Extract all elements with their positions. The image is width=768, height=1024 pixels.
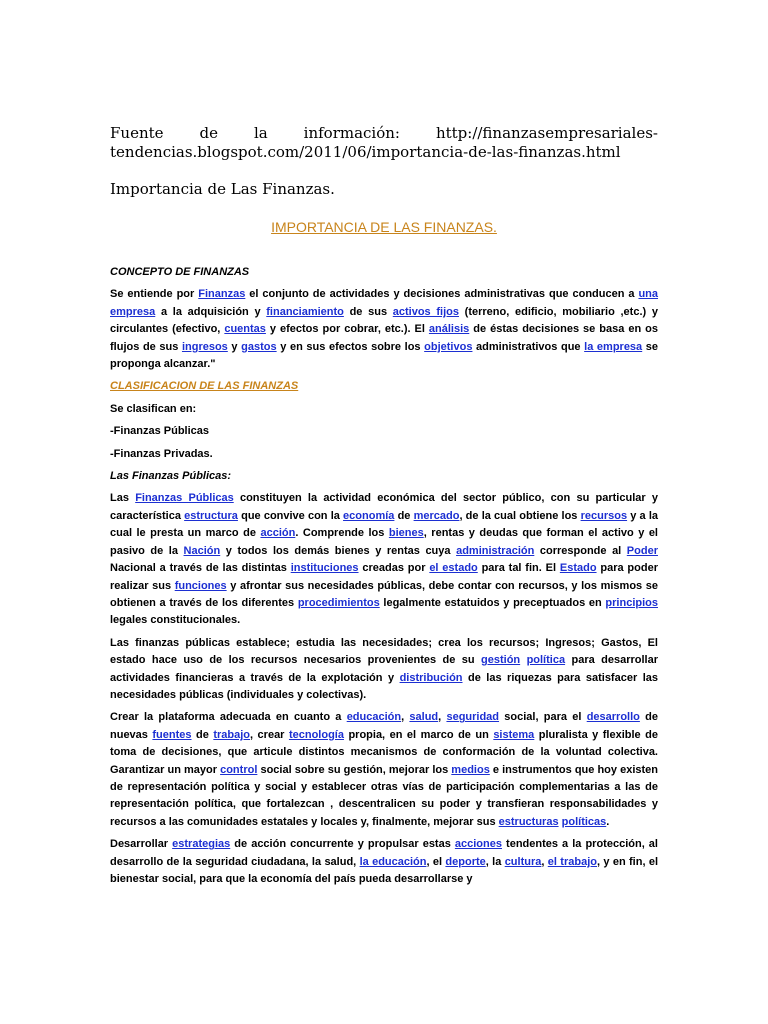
inline-link[interactable]: medios (451, 763, 490, 776)
inline-link[interactable]: acciones (454, 838, 502, 851)
inline-link[interactable]: la empresa (584, 340, 643, 353)
concept-paragraph: Se entiende por Finanzas el conjunto de actividades y decisiones administrativas que conducen a una empresa a la adquisición y financiamiento de sus activos fijos (terreno, edificio, mobiliario ,etc.) y circulantes (efectivo, cuentas y efectos por cobrar, etc.). El análisis de éstas decisiones se basa en os flujos de sus ingresos y gastos y en sus efectos sobre los objetivos administrativos que la empresa se proponga alcanzar." (110, 288, 659, 371)
page-heading: IMPORTANCIA DE LAS FINANZAS. (271, 219, 497, 235)
inline-link[interactable]: recursos (580, 509, 628, 522)
inline-link[interactable]: seguridad (446, 711, 500, 724)
inline-link[interactable]: funciones (174, 579, 227, 592)
inline-link[interactable]: cuentas (224, 323, 266, 336)
inline-link[interactable]: análisis (428, 323, 470, 336)
inline-link[interactable]: tecnología (288, 728, 344, 741)
inline-link[interactable]: cultura (504, 855, 542, 868)
inline-link[interactable]: mercado (413, 509, 460, 522)
inline-link[interactable]: control (220, 763, 258, 776)
paragraph: Desarrollar estrategias de acción concurrente y propulsar estas acciones tendentes a la protección, al desarrollo de la seguridad ciudadana, la salud, la educación, el deporte, la cultura, el trabajo, y en fin, el bienestar social, para que la economía del país pueda desarrollarse y (110, 838, 659, 885)
classification-item-private: -Finanzas Privadas. (110, 447, 213, 460)
inline-link[interactable]: Estado (559, 562, 597, 575)
inline-link[interactable]: fuentes (152, 728, 192, 741)
inline-link[interactable]: ingresos (181, 340, 228, 353)
inline-link[interactable]: sistema (493, 728, 535, 741)
inline-link[interactable]: estrategias (172, 838, 231, 851)
importance-title: Importancia de Las Finanzas. (110, 180, 335, 198)
inline-link[interactable]: gastos (241, 340, 277, 353)
inline-link[interactable]: Poder (626, 544, 658, 557)
inline-link[interactable]: bienes (388, 527, 424, 540)
paragraph: Las finanzas públicas establece; estudia las necesidades; crea los recursos; Ingresos; Gastos, El estado hace uso de los recursos necesarios provenientes de su gestión política para desarrollar actividades financieras a través de la explotación y distribución de las riquezas para satisfacer las necesidades públicas (individuales y colectivas). (110, 636, 658, 701)
classification-heading[interactable]: CLASIFICACION DE LAS FINANZAS (110, 380, 299, 393)
inline-link[interactable]: una empresa (110, 288, 659, 318)
inline-link[interactable]: el estado (429, 562, 478, 575)
inline-link[interactable]: instituciones (290, 562, 359, 575)
paragraph: Crear la plataforma adecuada en cuanto a educación, salud, seguridad social, para el desarrollo de nuevas fuentes de trabajo, crear tecnología propia, en el marco de un sistema pluralista y flexible de toma de decisiones, que articule distintos mecanismos de conformación de la voluntad colectiva. Garantizar un mayor control social sobre su gestión, mejorar los medios e instrumentos que hoy existen de representación política y social y establecer otras vías de participación complementarias a las de representación política, que fortalezcan , descentralicen su poder y transfieran responsabilidades y recursos a las comunidades estatales y locales y, finalmente, mejorar sus estructuras políticas. (110, 711, 658, 828)
inline-link[interactable]: salud (409, 711, 439, 724)
inline-link[interactable]: desarrollo (586, 711, 640, 724)
concept-heading: CONCEPTO DE FINANZAS (110, 266, 250, 278)
inline-link[interactable]: trabajo (213, 728, 251, 741)
inline-link[interactable]: acción (260, 527, 296, 540)
source-line: Fuente de la información: http://finanzasempresariales-tendencias.blogspot.com/2011/06/importancia-de-las-finanzas.html (110, 124, 658, 161)
article-body (110, 264, 658, 893)
inline-link[interactable]: educación (346, 711, 402, 724)
inline-link[interactable]: principios (605, 596, 658, 609)
inline-link[interactable]: estructuras (498, 815, 559, 828)
inline-link[interactable]: políticas (561, 815, 607, 828)
inline-link[interactable]: el trabajo (547, 855, 597, 868)
inline-link[interactable]: economía (343, 509, 395, 522)
inline-link[interactable]: Nación (183, 544, 221, 557)
inline-link[interactable]: distribución (399, 671, 463, 684)
public-finance-heading: Las Finanzas Públicas: (110, 470, 232, 483)
paragraph: Las Finanzas Públicas constituyen la actividad económica del sector público, con su particular y característica estructura que convive con la economía de mercado, de la cual obtiene los recursos y a la cual le presta un marco de acción. Comprende los bienes, rentas y deudas que forman el activo y el pasivo de la Nación y todos los demás bienes y rentas cuya administración corresponde al Poder Nacional a través de las distintas instituciones creadas por el estado para tal fin. El Estado para poder realizar sus funciones y afrontar sus necesidades públicas, debe contar con recursos, y los mismos se obtienen a través de los diferentes procedimientos legalmente estatuidos y preceptuados en principios legales constitucionales. (110, 492, 659, 627)
inline-link[interactable]: administración (456, 544, 535, 557)
inline-link[interactable]: deporte (445, 855, 486, 868)
inline-link[interactable]: política (526, 654, 566, 667)
inline-link[interactable]: financiamiento (266, 305, 344, 318)
inline-link[interactable]: la educación (359, 855, 427, 868)
inline-link[interactable]: estructura (184, 509, 238, 522)
inline-link[interactable]: Finanzas Públicas (135, 492, 234, 505)
inline-link[interactable]: Finanzas (198, 288, 246, 301)
inline-link[interactable]: procedimientos (297, 596, 380, 609)
inline-link[interactable]: gestión (481, 654, 521, 667)
inline-link[interactable]: objetivos (424, 340, 473, 353)
inline-link[interactable]: activos fijos (392, 305, 459, 318)
classification-item-public: -Finanzas Públicas (110, 425, 210, 438)
classification-intro: Se clasifican en: (110, 402, 197, 415)
